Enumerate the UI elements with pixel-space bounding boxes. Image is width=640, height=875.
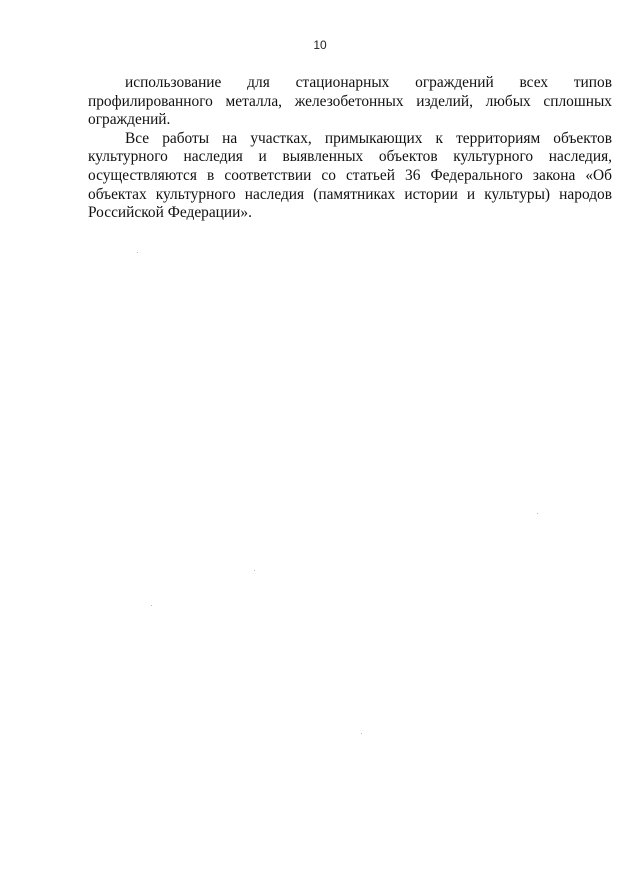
- document-body: [88, 74, 612, 223]
- scan-speck: [137, 252, 138, 253]
- scan-speck: [151, 605, 152, 606]
- scan-speck: [254, 570, 255, 571]
- scan-speck: [537, 513, 538, 514]
- paragraph-heritage-works: Все работы на участках, примыкающих к территориям объектов культурного наследия и выявленных объектов культурного наследия, осуществляются в соответствии со статьей 36 Федерального закона «Об объектах культурного наследия (памятниках истории и культуры) народов Российской Федерации».: [88, 129, 612, 222]
- page-number: 10: [313, 38, 327, 52]
- scan-speck: [361, 733, 362, 734]
- paragraph-fence-materials: использование для стационарных ограждений всех типов профилированного металла, железобетонных изделий, любых сплошных ограждений.: [88, 74, 612, 129]
